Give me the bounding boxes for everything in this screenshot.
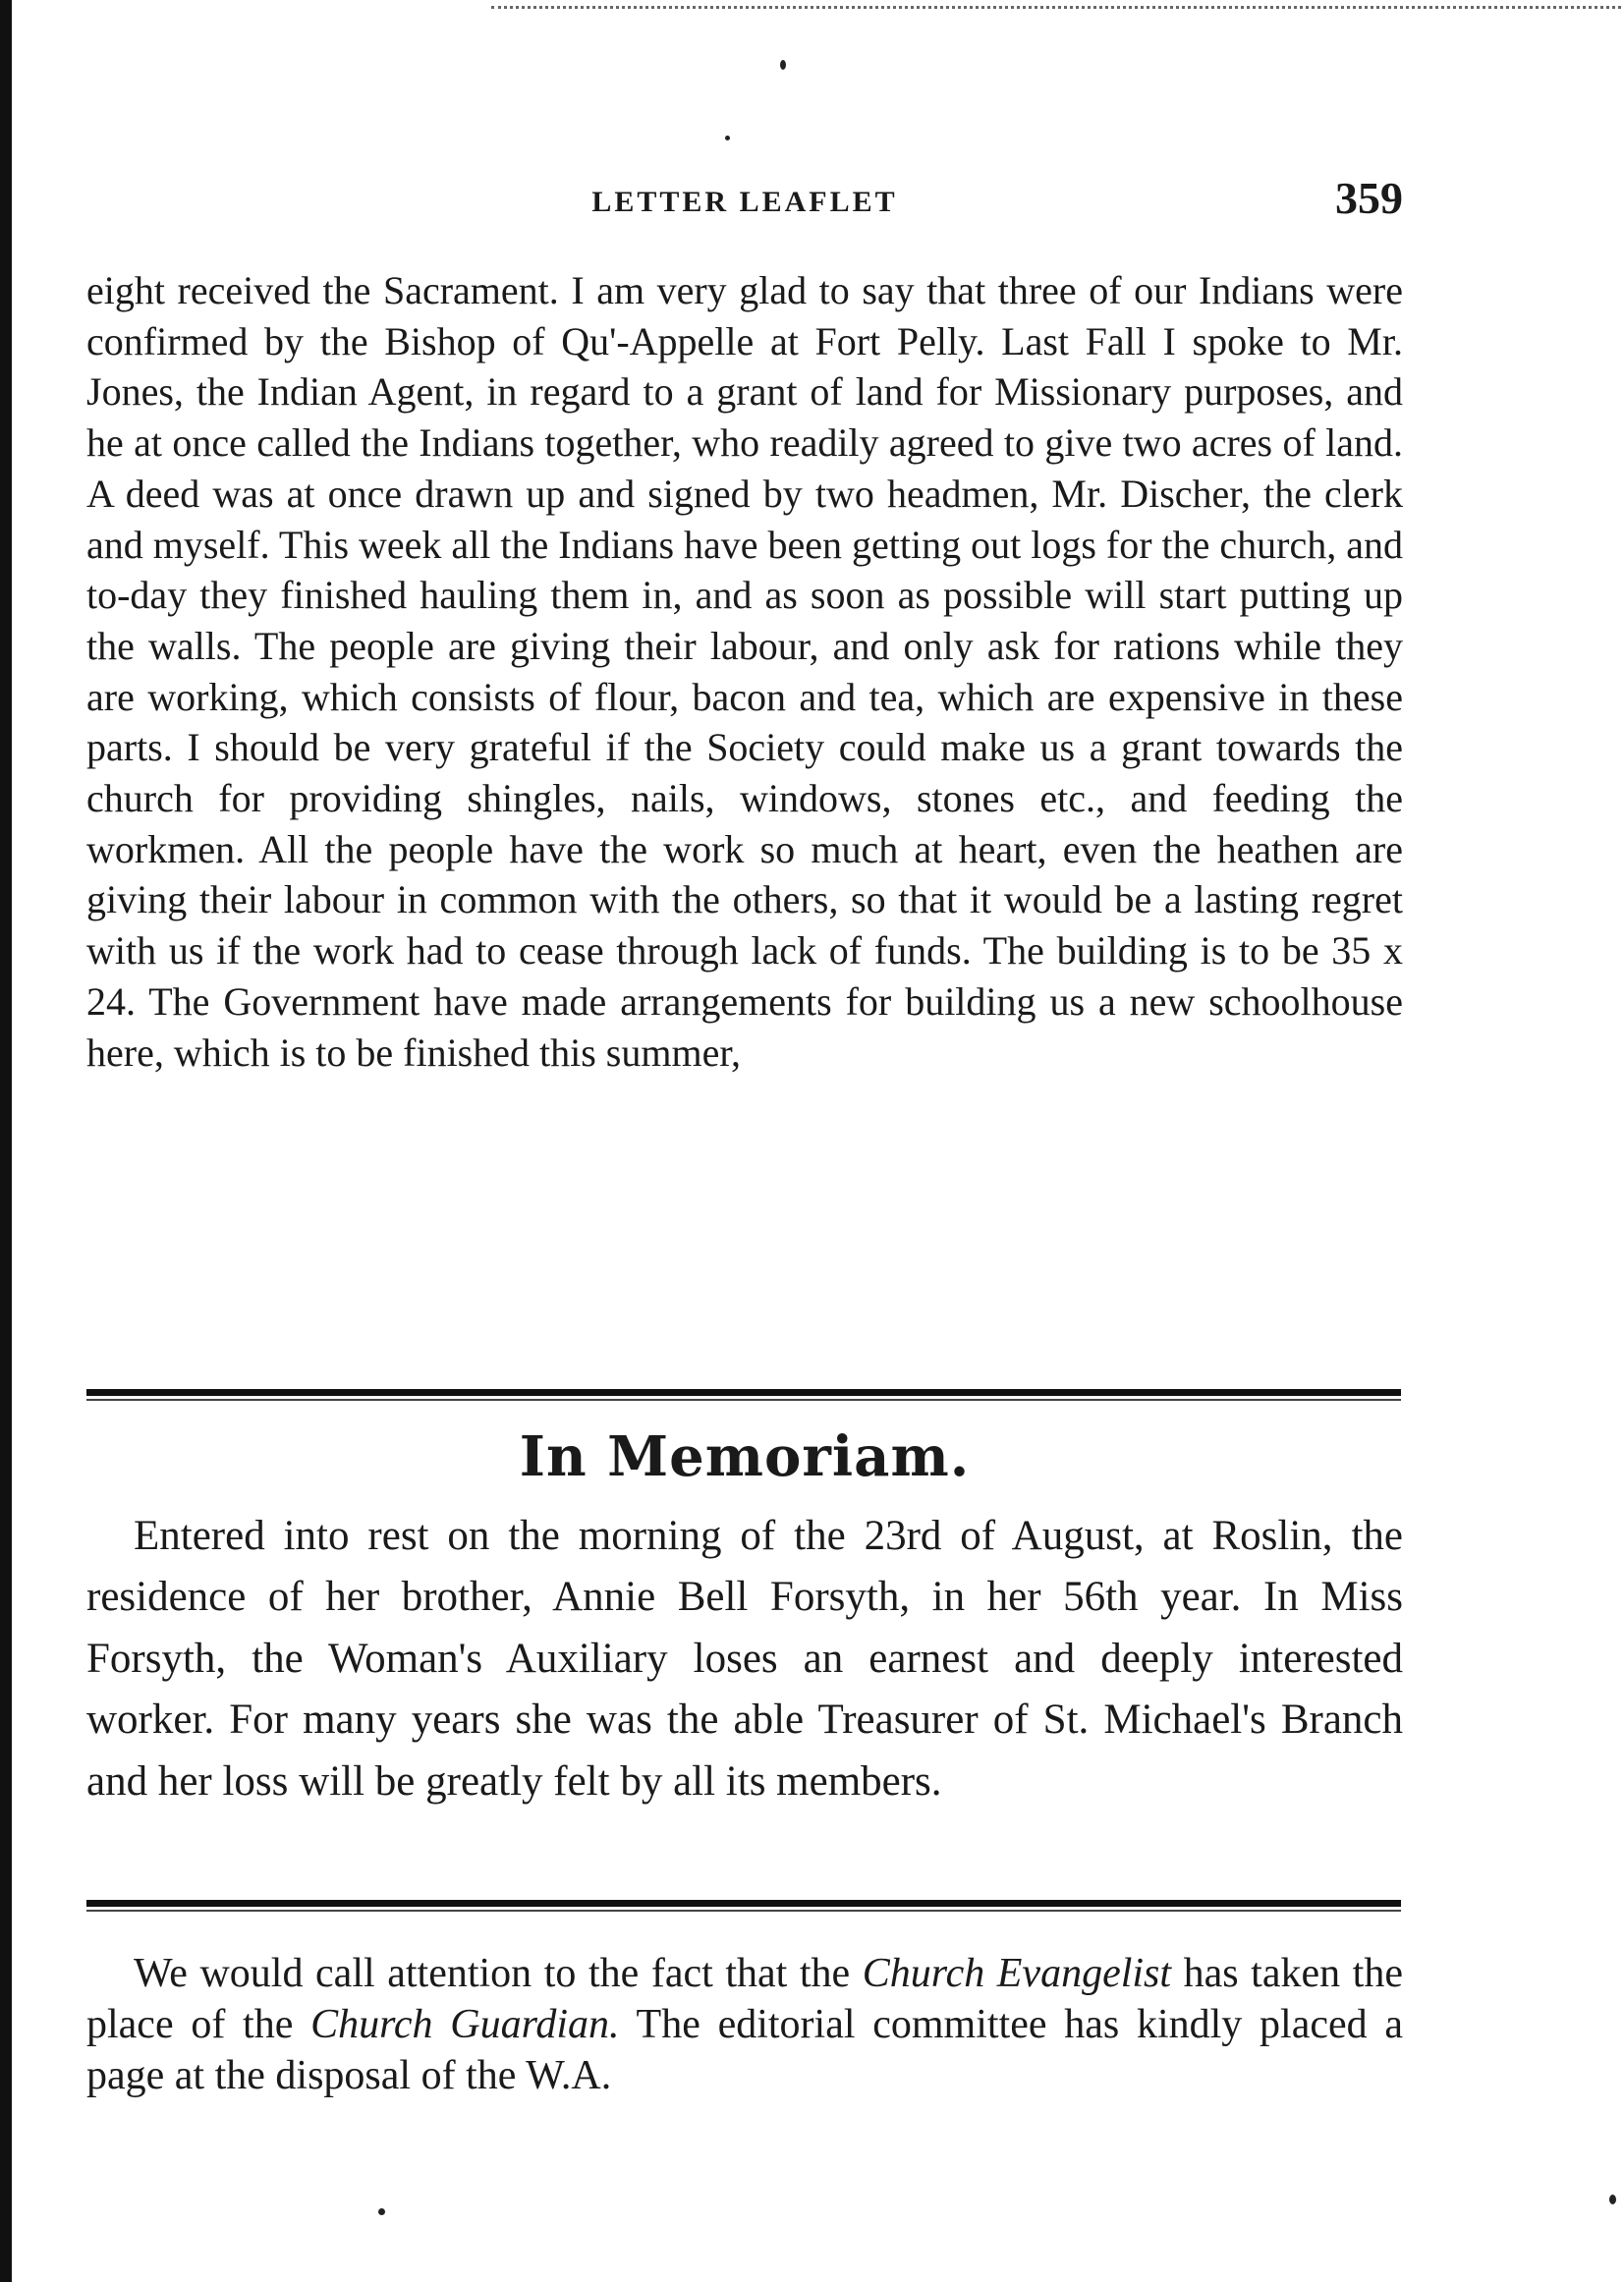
scan-speck bbox=[780, 60, 786, 70]
church-guardian-title: Church Guardian. bbox=[310, 2002, 620, 2047]
scan-edge-line bbox=[491, 6, 1621, 9]
page-number: 359 bbox=[1335, 173, 1403, 223]
notice-text-part-1: We would call attention to the fact that the bbox=[134, 1951, 863, 1996]
page-spine-edge bbox=[0, 0, 12, 2282]
page-header bbox=[86, 172, 1403, 241]
memoriam-heading: In Memoriam. bbox=[519, 1424, 971, 1489]
scan-speck bbox=[725, 136, 730, 140]
letter-body-paragraph: eight received the Sacrament. I am very glad to say that three of our Indians were confirmed by the Bishop of Qu'-Appelle at Fort Pelly. Last Fall I spoke to Mr. Jones, the Indian Agent, in regard to a grant of land for Missionary purposes, and he at once called the Indians together, who readily agreed to give two acres of land. A deed was at once drawn up and signed by two headmen, Mr. Discher, the clerk and myself. This week all the Indians have been getting out logs for the church, and to-day they finished hauling them in, and as soon as possible will start putting up the walls. The people are giving their labour, and only ask for rations while they are working, which consists of flour, bacon and tea, which are expensive in these parts. I should be very grateful if the Society could make us a grant towards the church for providing shingles, nails, windows, stones etc., and feeding the workmen. All the people have the work so much at heart, even the heathen are giving their labour in common with the others, so that it would be a lasting regret with us if the work had to cease through lack of funds. The building is to be 35 x 24. The Government have made arrangements for building us a new schoolhouse here, which is to be finished this summer, bbox=[86, 268, 1403, 1075]
section-divider-top bbox=[86, 1389, 1401, 1396]
notice-text-part-3: The editorial committee has kindly placed a page at the disposal of the W.A. bbox=[86, 2002, 1404, 2098]
section-divider-bottom bbox=[86, 1900, 1401, 1907]
notice-text-part-2: has taken the place of the bbox=[86, 1951, 1403, 2047]
memoriam-paragraph: Entered into rest on the morning of the 23rd of August, at Roslin, the residence of her brother, Annie Bell Forsyth, in her 56th year. In Miss Forsyth, the Woman's Auxiliary loses an earnest and deeply interested worker. For many years she was the able Treasurer of St. Michael's Branch and her loss will be greatly felt by all its members. bbox=[86, 1513, 1403, 1805]
scan-speck bbox=[1609, 2195, 1616, 2204]
scan-speck bbox=[378, 2208, 385, 2215]
church-evangelist-title: Church Evangelist bbox=[862, 1951, 1172, 1996]
editorial-notice bbox=[86, 1948, 1403, 2101]
running-title: LETTER LEAFLET bbox=[591, 186, 898, 218]
